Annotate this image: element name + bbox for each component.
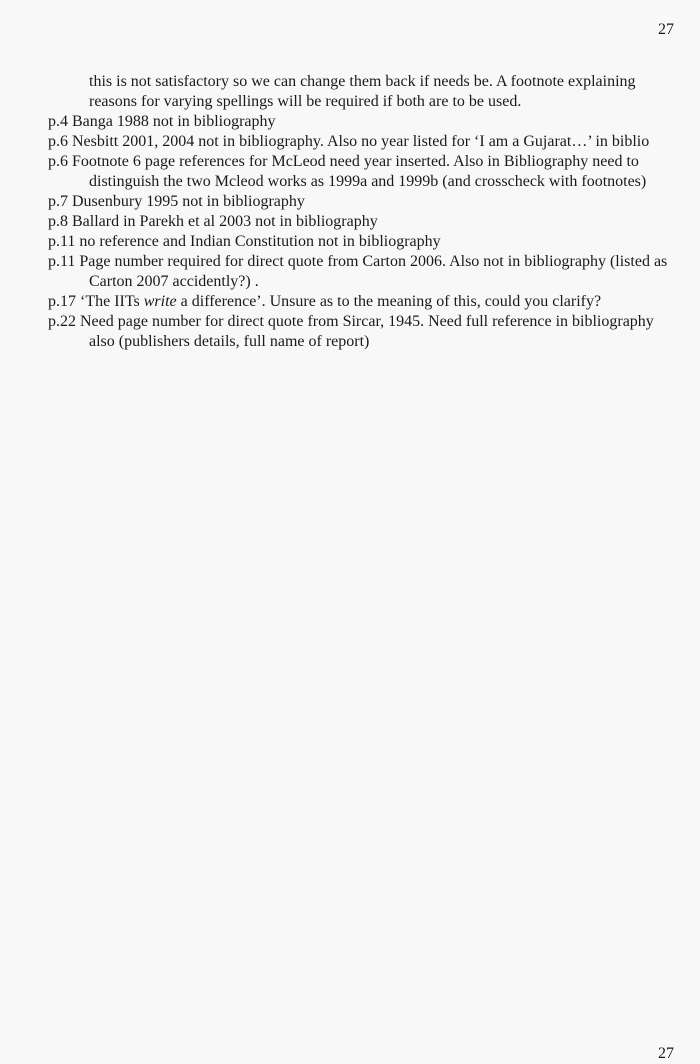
editorial-notes — [48, 72, 680, 352]
note-item: p.6 Nesbitt 2001, 2004 not in bibliography. Also no year listed for ‘I am a Gujarat…’ in biblio — [48, 133, 650, 150]
note-continuation: this is not satisfactory so we can change them back if needs be. A footnote explaining reasons for varying spellings will be required if both are to be used. — [89, 73, 636, 110]
note-item: p.11 Page number required for direct quote from Carton 2006. Also not in bibliography (listed as Carton 2007 accidently?) . — [48, 253, 668, 290]
page-number-bottom: 27 — [658, 1045, 674, 1062]
note-text-after-italic: a difference’. Unsure as to the meaning of this, could you clarify? — [176, 293, 602, 310]
note-item: p.11 no reference and Indian Constitution not in bibliography — [48, 233, 441, 250]
note-italic-word: write — [143, 293, 177, 310]
note-item: p.22 Need page number for direct quote from Sircar, 1945. Need full reference in bibliography also (publishers details, full name of report) — [48, 313, 654, 350]
note-item: p.7 Dusenbury 1995 not in bibliography — [48, 193, 305, 210]
page-number-top: 27 — [658, 21, 674, 38]
note-item: p.4 Banga 1988 not in bibliography — [48, 113, 276, 130]
note-item — [48, 292, 680, 312]
note-item: p.6 Footnote 6 page references for McLeod need year inserted. Also in Bibliography need to distinguish the two Mcleod works as 1999a and 1999b (and crosscheck with footnotes) — [48, 153, 647, 190]
note-item: p.8 Ballard in Parekh et al 2003 not in bibliography — [48, 213, 378, 230]
note-text-before-italic: p.17 ‘The IITs — [48, 293, 144, 310]
